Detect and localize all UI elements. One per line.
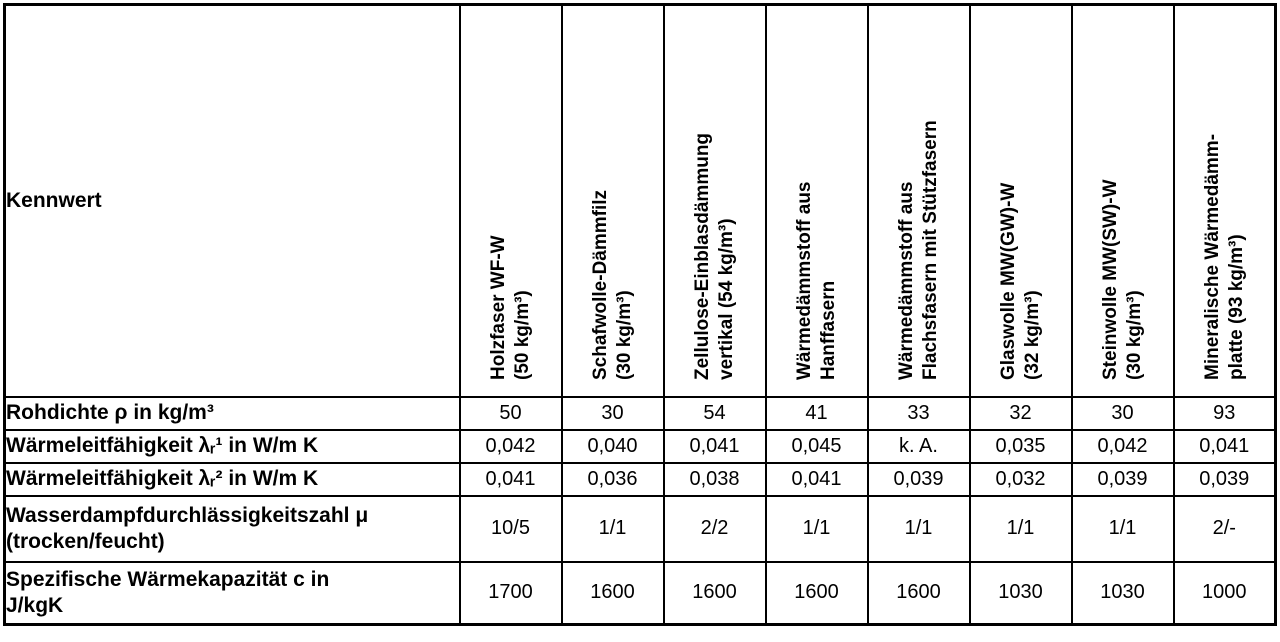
table-cell: 10/5	[460, 496, 562, 562]
header-line: platte (93 kg/m³)	[1225, 234, 1246, 380]
table-cell: 93	[1174, 397, 1276, 430]
row-label-line: Wärmeleitfähigkeit λᵣ¹ in W/m K	[6, 434, 319, 457]
table-cell: 0,039	[1072, 463, 1174, 496]
table-cell: 32	[970, 397, 1072, 430]
header-line: Steinwolle MW(SW)-W	[1099, 179, 1120, 380]
table-cell: 0,036	[562, 463, 664, 496]
header-line: Holzfaser WF-W	[487, 235, 508, 380]
rotated-header-text	[1175, 6, 1274, 392]
table-cell: 30	[1072, 397, 1174, 430]
table-cell: 1/1	[868, 496, 970, 562]
table-cell: 1600	[868, 562, 970, 625]
table-cell: 0,040	[562, 430, 664, 463]
corner-header-kennwert	[5, 5, 460, 397]
corner-header-label: Kennwert	[6, 189, 102, 213]
table-row-rohdichte	[5, 397, 1276, 430]
material-properties-table	[3, 3, 1277, 626]
table-row-wasserdampf	[5, 496, 1276, 562]
header-line: Schafwolle-Dämmfilz	[589, 189, 610, 380]
row-label-line: Spezifische Wärmekapazität c in	[6, 567, 330, 591]
header-line: (30 kg/m³)	[1123, 290, 1144, 380]
table-cell: 0,035	[970, 430, 1072, 463]
header-line: Mineralische Wärmedämm-	[1201, 133, 1222, 380]
table-cell: 0,045	[766, 430, 868, 463]
table-cell: 0,042	[460, 430, 562, 463]
row-label-line: Wasserdampfdurchlässigkeitszahl μ	[6, 503, 369, 527]
table-cell: 1/1	[970, 496, 1072, 562]
row-label-line: J/kgK	[6, 593, 64, 617]
rotated-header-text	[971, 6, 1070, 392]
table-cell: 1700	[460, 562, 562, 625]
rotated-header-text	[1073, 6, 1172, 392]
table-cell: 0,042	[1072, 430, 1174, 463]
table-cell: 30	[562, 397, 664, 430]
column-header-hanffasern	[766, 5, 868, 397]
table-row-waermekapazitaet	[5, 562, 1276, 625]
column-header-zellulose	[664, 5, 766, 397]
table-cell: 0,038	[664, 463, 766, 496]
row-label-wasserdampf	[5, 496, 460, 562]
table-cell: 41	[766, 397, 868, 430]
table-cell: 33	[868, 397, 970, 430]
row-label-waermeleitfaehigkeit-2	[5, 463, 460, 496]
table-cell: 50	[460, 397, 562, 430]
column-header-steinwolle	[1072, 5, 1174, 397]
column-header-glaswolle	[970, 5, 1072, 397]
table-cell: k. A.	[868, 430, 970, 463]
header-line: Wärmedämmstoff aus	[895, 181, 916, 380]
rotated-header-text	[461, 6, 560, 392]
table-cell: 1/1	[766, 496, 868, 562]
table-cell: 0,041	[460, 463, 562, 496]
row-label-waermeleitfaehigkeit-1	[5, 430, 460, 463]
table-cell: 0,041	[664, 430, 766, 463]
header-line: Wärmedämmstoff aus	[793, 181, 814, 380]
row-label-line: (trocken/feucht)	[6, 529, 165, 553]
row-label-line: Wärmeleitfähigkeit λᵣ² in W/m K	[6, 467, 319, 490]
table-cell: 0,039	[1174, 463, 1276, 496]
header-line: vertikal (54 kg/m³)	[715, 218, 736, 380]
rotated-header-text	[563, 6, 662, 392]
table-row-waermeleitfaehigkeit-2	[5, 463, 1276, 496]
table-cell: 1030	[1072, 562, 1174, 625]
row-label-rohdichte	[5, 397, 460, 430]
header-line: Flachsfasern mit Stützfasern	[919, 120, 940, 380]
header-line: (50 kg/m³)	[511, 290, 532, 380]
table-row-waermeleitfaehigkeit-1	[5, 430, 1276, 463]
header-line: (30 kg/m³)	[613, 290, 634, 380]
rotated-header-text	[665, 6, 764, 392]
row-label-line: Rohdichte ρ in kg/m³	[6, 401, 214, 424]
table-cell: 1/1	[562, 496, 664, 562]
table-cell: 2/-	[1174, 496, 1276, 562]
rotated-header-text	[869, 6, 968, 392]
column-header-flachsfasern	[868, 5, 970, 397]
column-header-holzfaser	[460, 5, 562, 397]
table-cell: 0,032	[970, 463, 1072, 496]
table-cell: 2/2	[664, 496, 766, 562]
table-cell: 0,041	[766, 463, 868, 496]
table-cell: 0,039	[868, 463, 970, 496]
table-cell: 54	[664, 397, 766, 430]
header-row	[5, 5, 1276, 397]
header-line: (32 kg/m³)	[1021, 290, 1042, 380]
table-cell: 1/1	[1072, 496, 1174, 562]
table-cell: 1000	[1174, 562, 1276, 625]
table-cell: 1600	[562, 562, 664, 625]
header-line: Zellulose-Einblasdämmung	[691, 132, 712, 380]
header-line: Glaswolle MW(GW)-W	[997, 182, 1018, 380]
column-header-mineralische	[1174, 5, 1276, 397]
column-header-schafwolle	[562, 5, 664, 397]
table-cell: 0,041	[1174, 430, 1276, 463]
rotated-header-text	[767, 6, 866, 392]
table-cell: 1600	[766, 562, 868, 625]
row-label-waermekapazitaet	[5, 562, 460, 625]
table-cell: 1600	[664, 562, 766, 625]
table-cell: 1030	[970, 562, 1072, 625]
header-line: Hanffasern	[817, 280, 838, 380]
